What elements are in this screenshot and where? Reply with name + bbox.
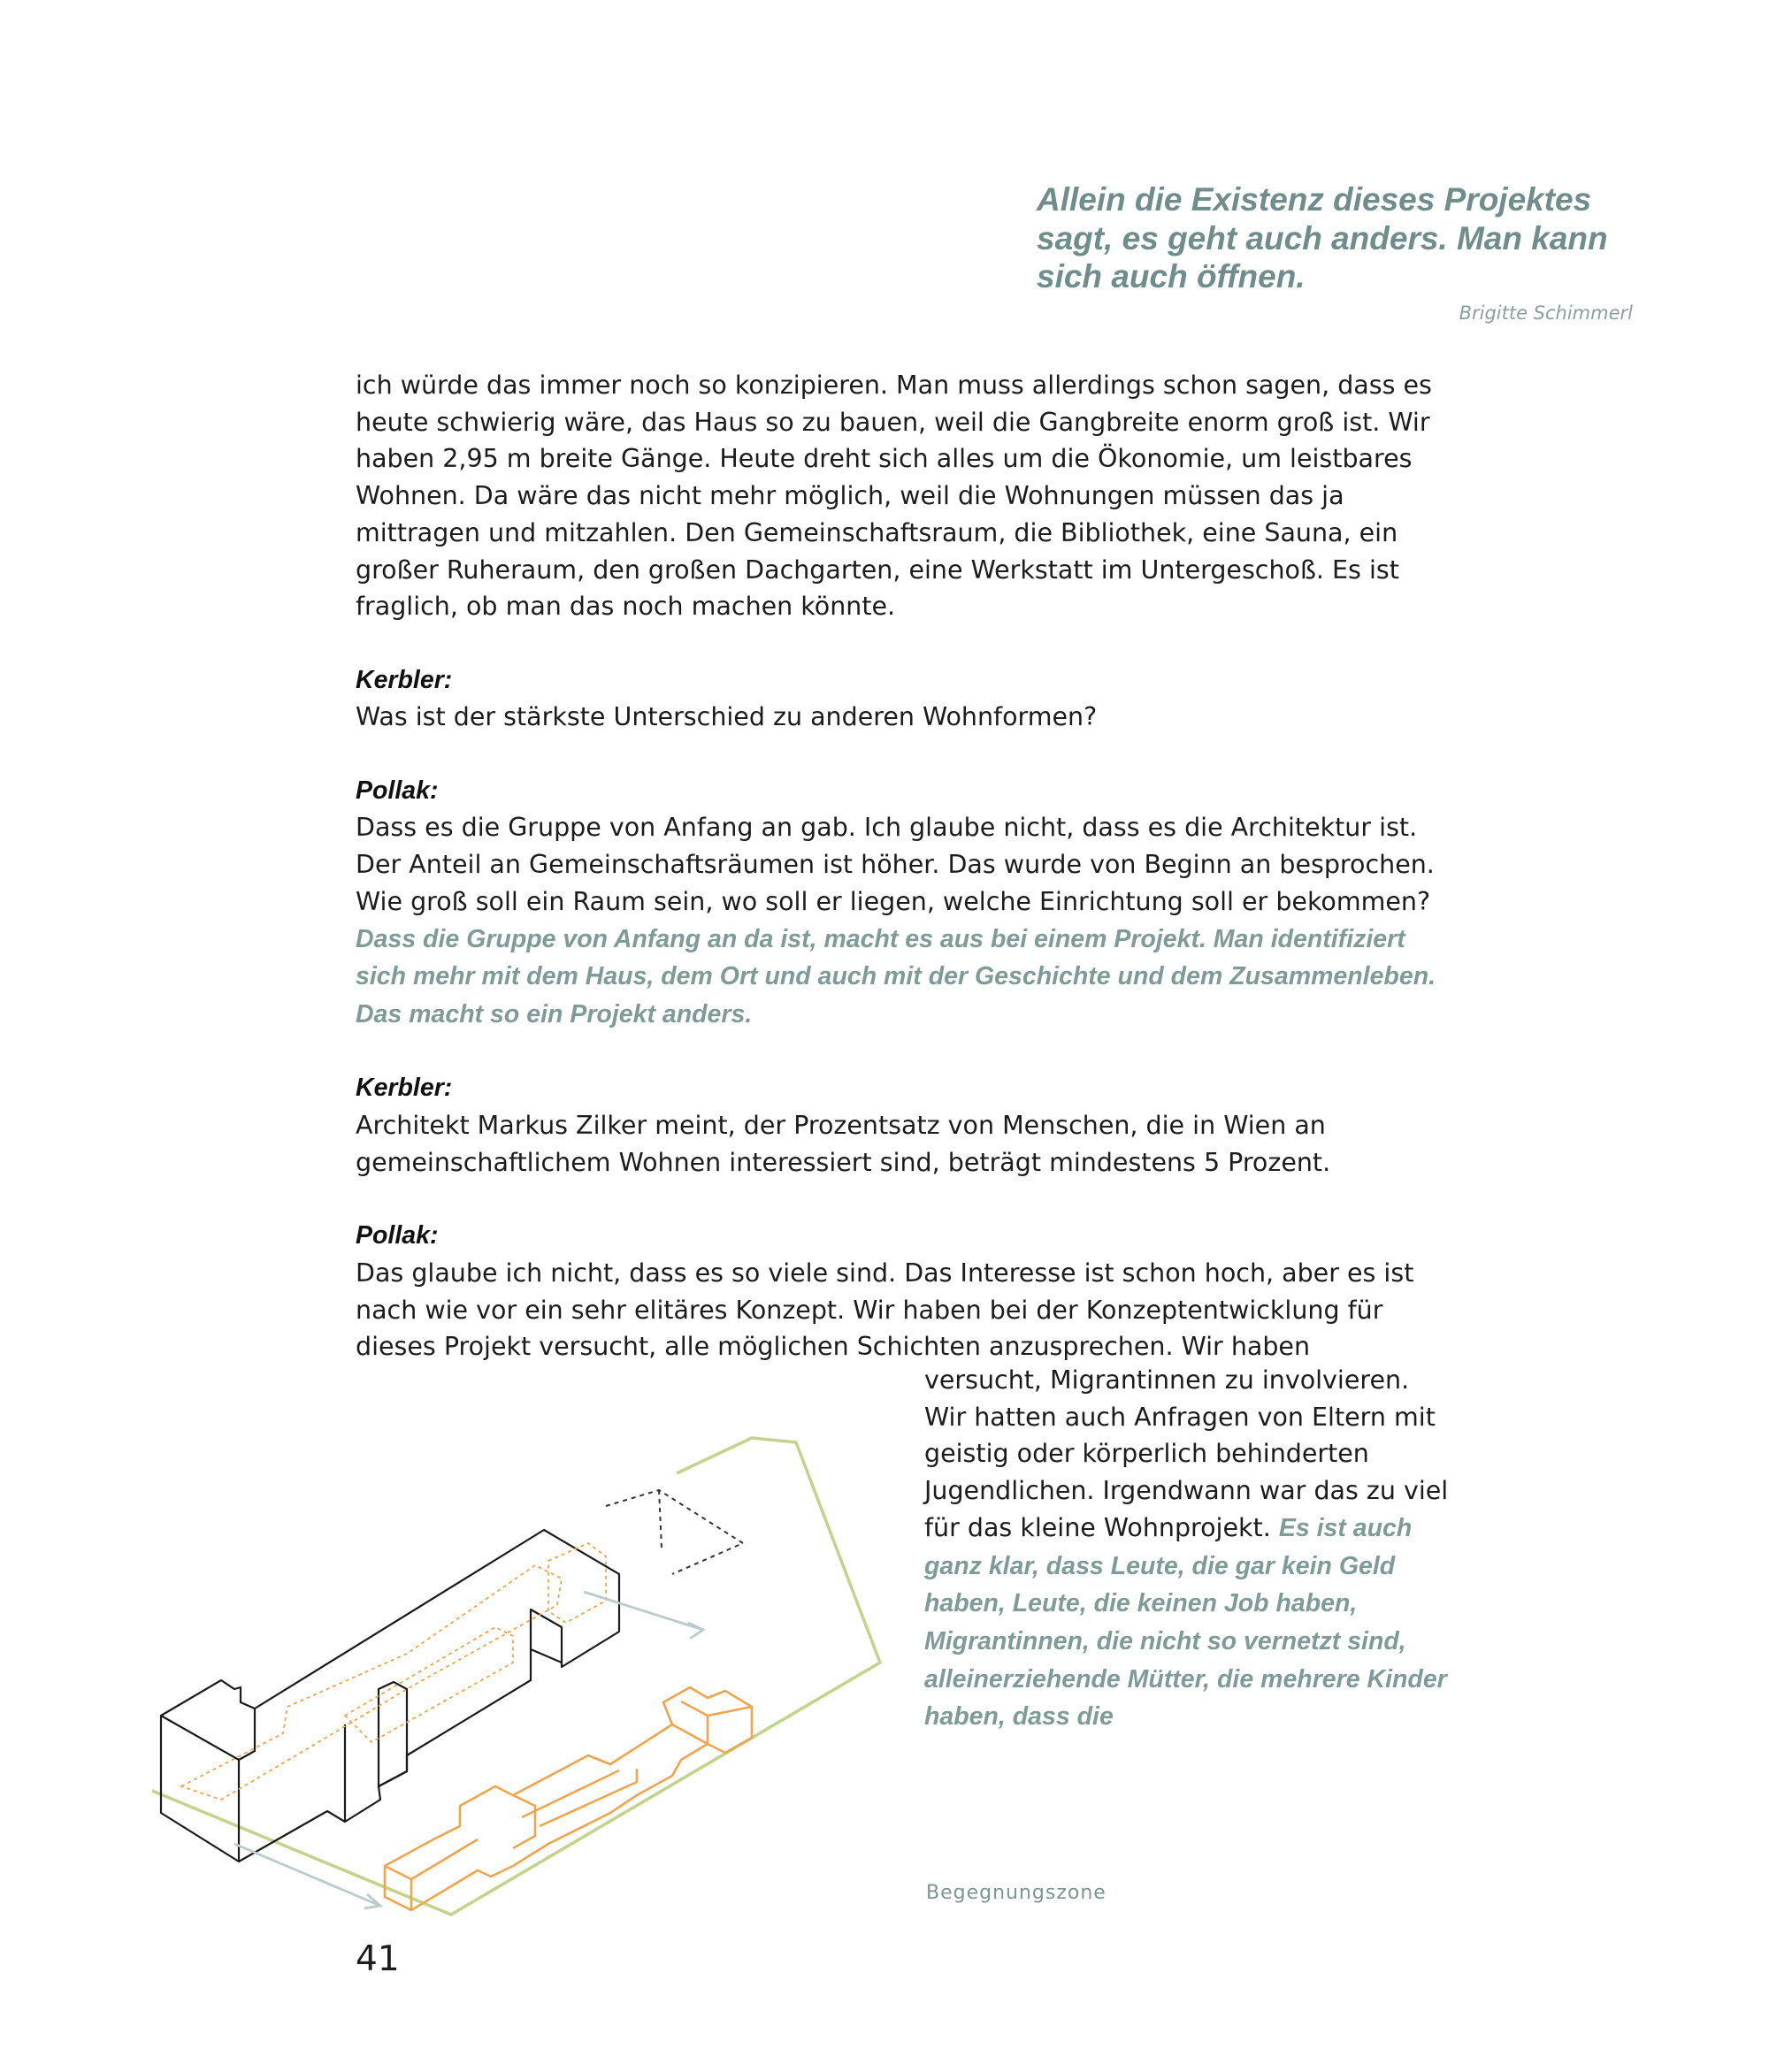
figure-caption: Begegnungszone (926, 1882, 1107, 1904)
inner-zones (181, 1543, 606, 1800)
building (161, 1530, 619, 1862)
axonometric-diagram (142, 1424, 902, 1919)
question-paragraph: Was ist der stärkste Unterschied zu anderen Wohnformen? (356, 702, 1098, 732)
meeting-zone (385, 1687, 752, 1910)
site-outline (152, 1438, 880, 1915)
question-paragraph: Architekt Markus Zilker meint, der Prozentsatz von Menschen, die in Wien an gemeinschaftlichem Wohnen interessiert sind, beträgt mindestens 5 Prozent. (356, 1111, 1331, 1177)
speaker-label: Pollak: (356, 1221, 439, 1250)
speaker-label: Kerbler: (356, 1074, 453, 1103)
speaker-label: Kerbler: (356, 665, 453, 694)
paragraph-intro: ich würde das immer noch so konzipieren. Man muss allerdings schon sagen, dass es heute schwierig wäre, das Haus so zu bauen, weil die Gangbreite enorm groß ist. Wir haben 2,95 m breite Gänge. Heute dreht sich alles um die Ökonomie, um leistbares Wohnen. Da wäre das nicht mehr möglich, weil die Wohnungen müssen das ja mittragen und mitzahlen. Den Gemeinschaftsraum, die Bibliothek, eine Sauna, ein großer Ruheraum, den großen Dachgarten, eine Werkstatt im Untergeschoß. Es ist fraglich, ob man das noch machen könnte. (356, 371, 1432, 622)
dashed-outline (606, 1490, 743, 1574)
quote-author: Brigitte Schimmerl (1459, 302, 1633, 324)
page-number: 41 (356, 1939, 400, 1979)
main-text-column (356, 367, 1457, 1365)
highlighted-text: Dass die Gruppe von Anfang an da ist, macht es aus bei einem Projekt. Man identifiziert sich mehr mit dem Haus, dem Ort und auch mit der Geschichte und dem Zusammenleben. Das macht so ein Projekt anders. (356, 924, 1436, 1028)
answer-paragraph-continued (924, 1362, 1455, 1736)
answer-text: versucht, Migrantinnen zu involvieren. Wir hatten auch Anfragen von Eltern mit geistig oder körperlich behinderten Jugendlichen. Irgendwann war das zu viel für das kleine Wohnprojekt. (924, 1365, 1449, 1542)
wrapped-text-column (924, 1362, 1455, 1736)
speaker-label: Pollak: (356, 776, 439, 805)
answer-text: Dass es die Gruppe von Anfang an gab. Ich glaube nicht, dass es die Architektur ist. Der Anteil an Gemeinschaftsräumen ist höher. Das wurde von Beginn an besprochen. Wie groß soll ein Raum sein, wo soll er liegen, welche Einrichtung soll er bekommen? (356, 813, 1435, 916)
answer-paragraph: Das glaube ich nicht, dass es so viele sind. Das Interesse ist schon hoch, aber es ist nach wie vor ein sehr elitäres Konzept. Wir haben bei der Konzeptentwicklung für dieses Projekt versucht, alle möglichen Schichten anzusprechen. Wir haben (356, 1258, 1414, 1362)
answer-paragraph (356, 809, 1457, 1033)
highlighted-text: Es ist auch ganz klar, dass Leute, die gar kein Geld haben, Leute, die keinen Job haben, Migrantinnen, die nicht so vernetzt sind, alleinerziehende Mütter, die mehrere Kinder haben, dass die (924, 1513, 1447, 1732)
pull-quote: Allein die Existenz dieses Projektes sagt, es geht auch anders. Man kann sich auch öffnen. (1037, 181, 1608, 294)
